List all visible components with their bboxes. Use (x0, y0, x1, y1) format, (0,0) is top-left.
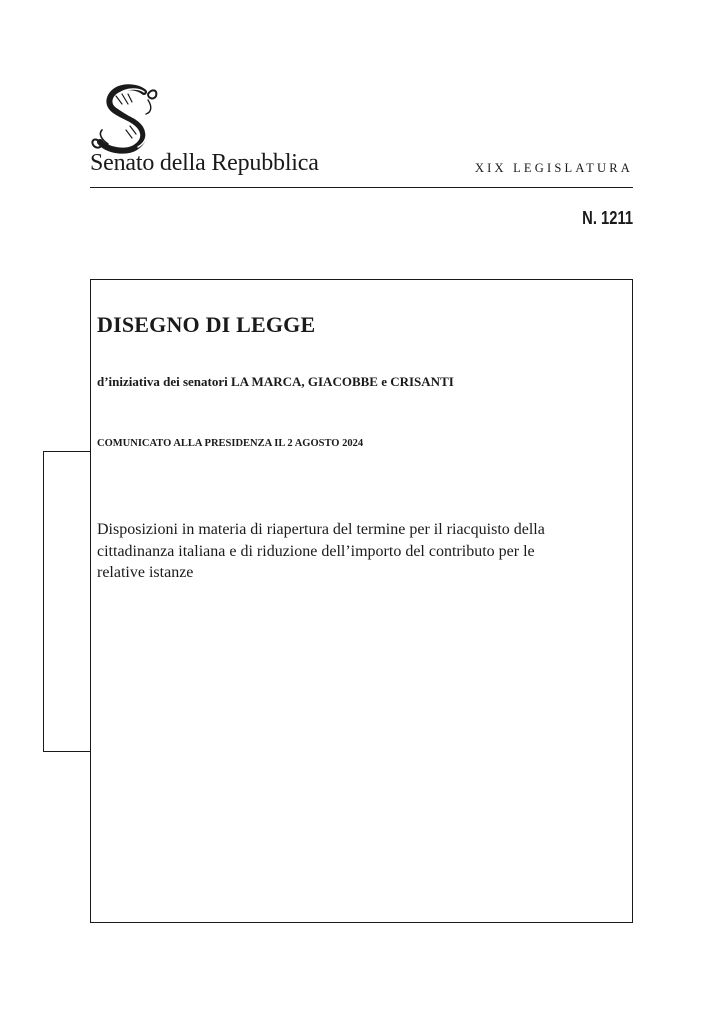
header-divider (90, 187, 633, 188)
senate-s-emblem-icon (86, 84, 166, 154)
document-number: N. 1211 (582, 208, 633, 228)
side-bracket (43, 451, 91, 752)
description-line: cittadinanza italiana e di riduzione dell’importo del contributo per le (97, 542, 535, 560)
legislature-label: XIX LEGISLATURA (474, 161, 633, 175)
initiative-prefix: d’iniziativa dei senatori (97, 374, 228, 389)
document-type-title: DISEGNO DI LEGGE (97, 312, 316, 337)
communication-date: COMUNICATO ALLA PRESIDENZA IL 2 AGOSTO 2024 (97, 438, 364, 449)
description-line: relative istanze (97, 564, 194, 581)
initiative-line (97, 374, 454, 390)
description-line: Disposizioni in materia di riapertura del termine per il riacquisto della (97, 521, 545, 538)
institution-name: Senato della Repubblica (90, 150, 319, 176)
bill-description (97, 519, 617, 584)
initiative-senators: LA MARCA, GIACOBBE e CRISANTI (230, 374, 454, 389)
